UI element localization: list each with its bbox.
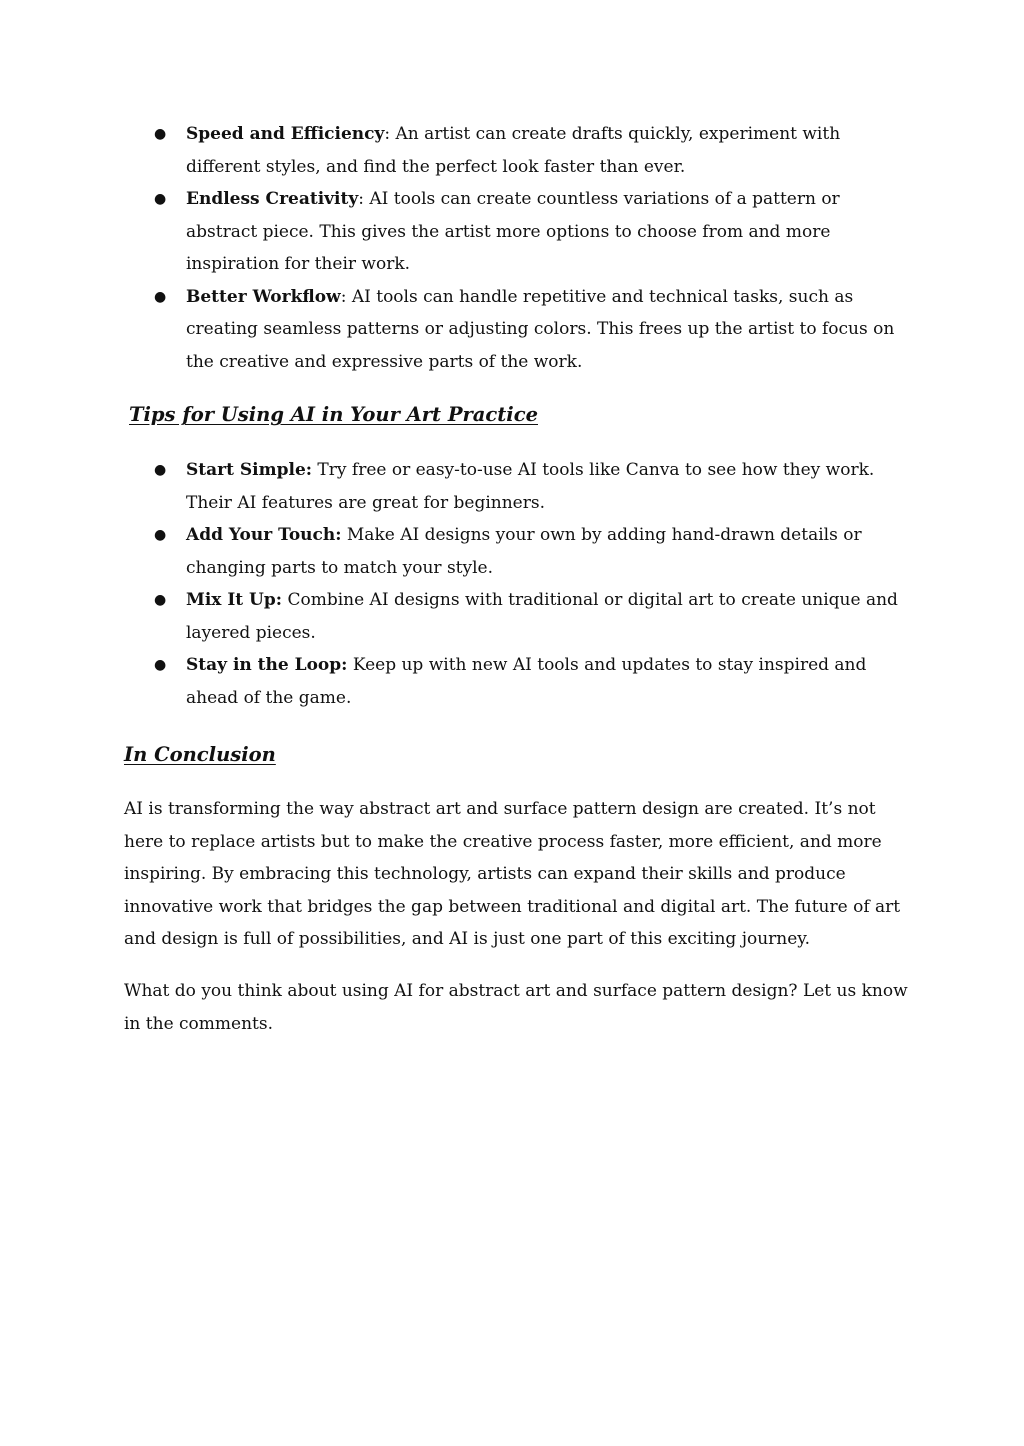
list-item-text: Make AI designs your own by adding hand-drawn details or changing parts to match your style. [186,525,862,578]
list-item-term: Mix It Up: [186,590,283,610]
bullet-icon: ● [154,657,167,673]
list-item-separator: : [384,124,391,144]
list-item [124,183,910,281]
tips-list [124,454,910,714]
list-item-term: Better Workflow [186,286,341,307]
list-item [124,584,910,649]
list-item-separator: : [358,189,364,209]
list-item [124,649,910,714]
list-item-text: AI tools can create countless variations of a pattern or abstract piece. This gives the artist more options to choose from and more inspiration for their work. [186,189,840,274]
benefits-list [124,118,910,378]
conclusion-heading: In Conclusion [124,743,276,766]
list-item-term: Start Simple: [186,460,313,480]
list-item [124,519,910,584]
list-item-text: Keep up with new AI tools and updates to stay inspired and ahead of the game. [186,655,867,708]
bullet-icon: ● [154,527,167,543]
list-item-text: AI tools can handle repetitive and technical tasks, such as creating seamless patterns or adjusting colors. This frees up the artist to focus on the creative and expressive parts of the work. [186,286,895,372]
list-item-term: Add Your Touch: [186,525,342,545]
list-item-term: Stay in the Loop: [186,655,348,675]
list-item-separator: : [340,286,347,307]
tips-heading: Tips for Using AI in Your Art Practice [129,403,538,426]
list-item [124,281,910,379]
bullet-icon: ● [154,191,167,207]
list-item-term: Endless Creativity [186,189,359,209]
list-item [124,454,910,519]
bullet-icon: ● [154,592,167,608]
list-item-text: Combine AI designs with traditional or digital art to create unique and layered pieces. [186,590,898,643]
list-item-text: Try free or easy-to-use AI tools like Canva to see how they work. Their AI features are great for beginners. [186,460,875,513]
list-item-term: Speed and Efficiency [186,124,385,144]
bullet-icon: ● [154,462,167,478]
bullet-icon: ● [154,288,167,305]
list-item [124,118,910,183]
list-item-text: An artist can create drafts quickly, experiment with different styles, and find the perfect look faster than ever. [186,124,841,177]
closing-question: What do you think about using AI for abstract art and surface pattern design? Let us know in the comments. [124,981,908,1034]
conclusion-paragraph: AI is transforming the way abstract art and surface pattern design are created. It’s not here to replace artists but to make the creative process faster, more efficient, and more inspiring. By embracing this technology, artists can expand their skills and produce innovative work that bridges the gap between traditional and digital art. The future of art and design is full of possibilities, and AI is just one part of this exciting journey. [124,799,901,949]
bullet-icon: ● [154,126,167,142]
